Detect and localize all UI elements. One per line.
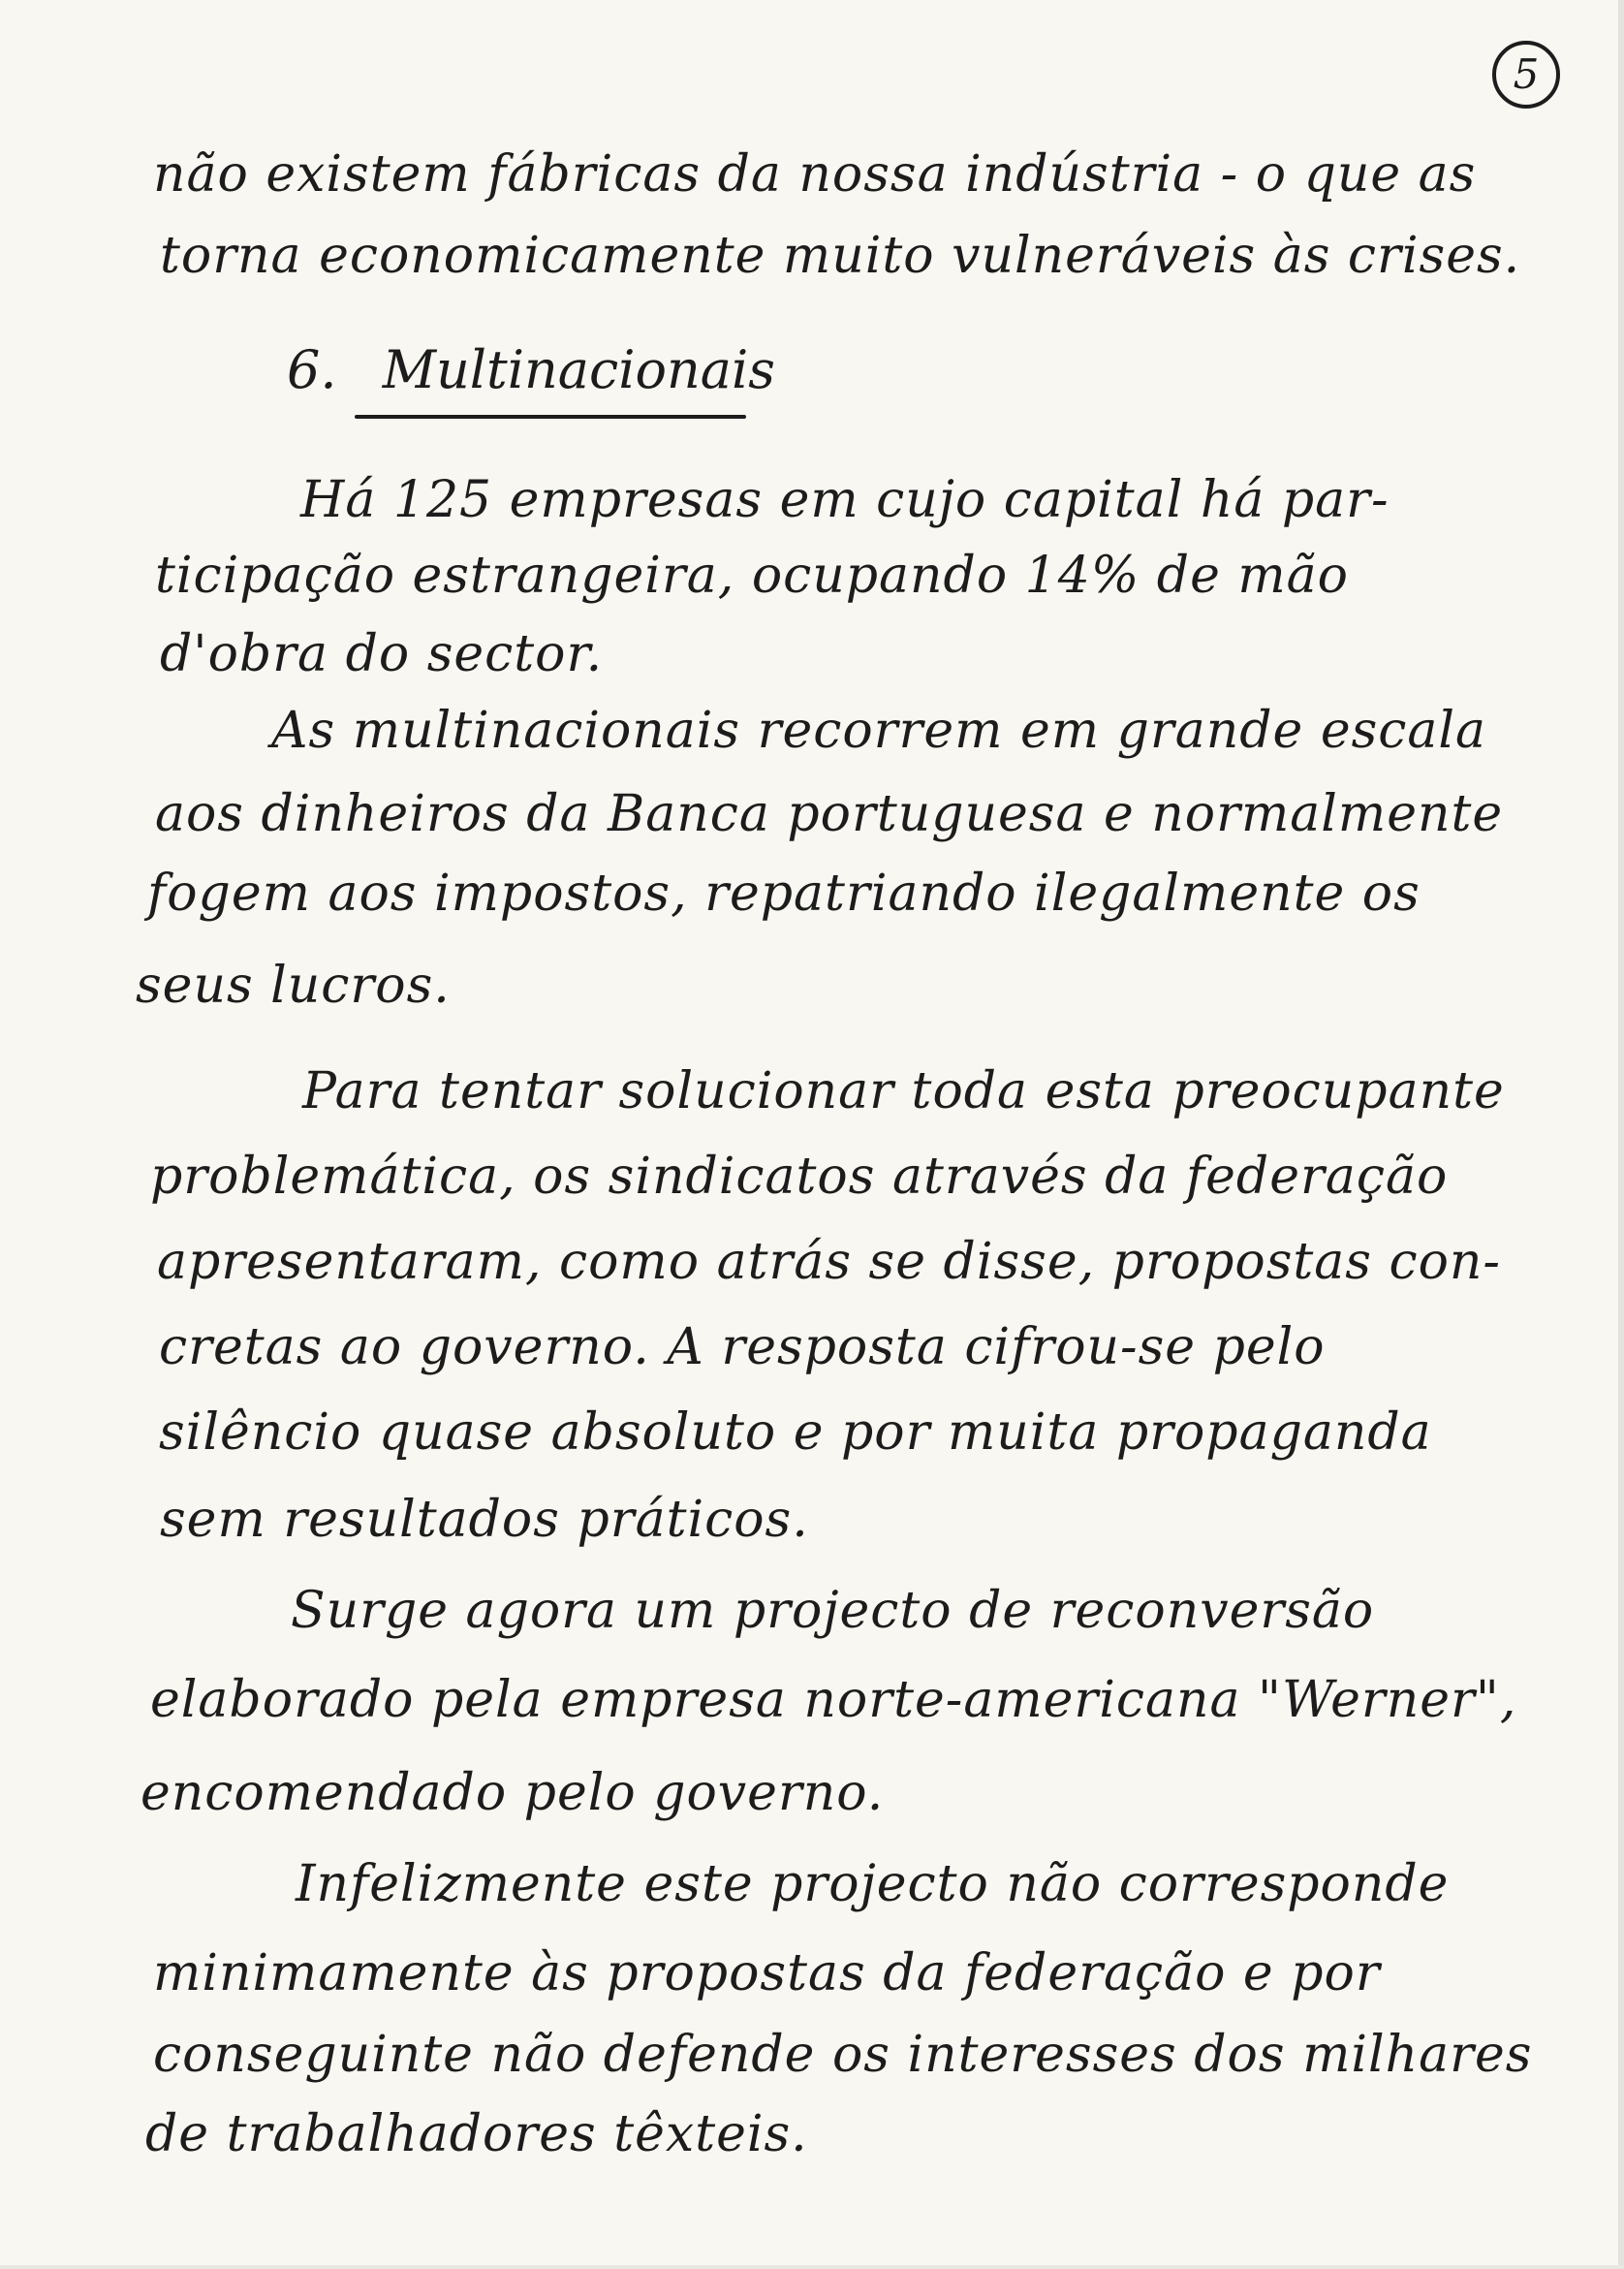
text-line-16: Surge agora um projecto de reconversão [291, 1582, 1375, 1640]
text-line-1: não existem fábricas da nossa indústria - o que as [153, 145, 1477, 204]
text-line-14: silêncio quase absoluto e por muita propaganda [159, 1403, 1432, 1462]
text-line-20: minimamente às propostas da federação e por [153, 1944, 1381, 2002]
text-line-6: As multinacionais recorrem em grande escala [271, 702, 1487, 760]
text-line-3: Há 125 empresas em cujo capital há par- [300, 471, 1390, 529]
heading-underline [355, 415, 746, 419]
text-line-5: d'obra do sector. [160, 625, 604, 683]
text-line-7: aos dinheiros da Banca portuguesa e normalmente [155, 785, 1504, 843]
section-title: Multinacionais [382, 339, 775, 400]
text-line-2: torna economicamente muito vulneráveis às crises. [160, 227, 1521, 285]
section-number: 6. [287, 339, 337, 400]
text-line-22: de trabalhadores têxteis. [145, 2105, 808, 2163]
text-line-19: Infelizmente este projecto não corresponde [296, 1855, 1450, 1913]
text-line-11: problemática, os sindicatos através da federação [150, 1148, 1449, 1206]
page-edge-shadow [1618, 0, 1624, 2269]
text-line-17: elaborado pela empresa norte-americana "Werner", [150, 1671, 1517, 1729]
text-line-12: apresentaram, como atrás se disse, propostas con- [157, 1233, 1501, 1291]
text-line-15: sem resultados práticos. [160, 1491, 809, 1549]
text-line-21: conseguinte não defende os interesses dos milhares [153, 2026, 1533, 2084]
text-line-10: Para tentar solucionar toda esta preocupante [302, 1062, 1505, 1120]
text-line-4: ticipação estrangeira, ocupando 14% de mão [155, 547, 1349, 605]
page-number: 5 [1492, 41, 1560, 109]
text-line-9: seus lucros. [136, 957, 451, 1015]
text-line-18: encomendado pelo governo. [141, 1764, 885, 1822]
text-line-13: cretas ao governo. A resposta cifrou-se pelo [159, 1318, 1326, 1376]
text-line-8: fogem aos impostos, repatriando ilegalmente os [147, 865, 1421, 923]
section-heading [287, 339, 775, 401]
page-edge-bottom [0, 2265, 1624, 2269]
